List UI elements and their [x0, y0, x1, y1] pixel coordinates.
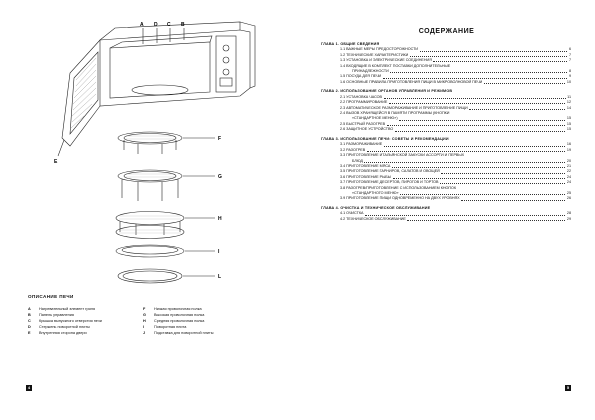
toc-entry-multiline [321, 153, 571, 164]
part-letter-i: I [218, 249, 220, 255]
toc-entry-text: 2.2 ПРОГРАММИРОВАНИЕ [340, 100, 388, 105]
legend-key: E [28, 331, 31, 336]
toc-dot-leader [383, 78, 568, 79]
legend-column-1 [28, 306, 102, 336]
legend-text: Низкая проволочная полка [154, 307, 202, 311]
toc-entry-text: 2.1 УСТАНОВКА ЧАСОВ [340, 94, 382, 99]
legend-key: C [28, 319, 31, 324]
toc-dot-leader [365, 215, 565, 216]
toc-title: СОДЕРЖАНИЕ [418, 28, 475, 35]
toc-dot-leader [469, 109, 565, 110]
toc-entry-page: 11 [567, 94, 571, 99]
toc-dot-leader [420, 51, 568, 52]
toc-dot-leader [484, 83, 566, 84]
right-page [298, 0, 595, 420]
table-of-contents [321, 42, 571, 222]
legend-item [143, 330, 214, 336]
toc-chapter-title: ГЛАВА 3. ИСПОЛЬЗОВАНИЕ ПЕЧИ: СОВЕТЫ И РЕКОМЕНДАЦИИ [321, 136, 449, 141]
toc-dot-leader [390, 72, 567, 73]
toc-entry-page: 20 [566, 158, 571, 163]
toc-dot-leader [440, 183, 565, 184]
toc-dot-leader [461, 200, 565, 201]
toc-entry-text: 3.8 РАЗОГРЕВ/ПРИГОТОВЛЕНИЕ С ИСПОЛЬЗОВАНИЕМ КНОПОК [340, 185, 457, 190]
toc-dot-leader [410, 56, 568, 57]
toc-entry-text: «СТАНДАРТНОЕ МЕНЮ») [352, 116, 398, 121]
legend-key: H [143, 319, 146, 324]
toc-entry-text: «СТАНДАРТНОГО МЕНЮ» [352, 190, 399, 195]
legend-key: F [143, 307, 146, 311]
legend-item [28, 330, 102, 336]
toc-entry-text: 3.9 ПРИГОТОВЛЕНИЕ ПИЩИ ОДНОВРЕМЕННО НА ДВУХ УРОВНЯХ [340, 196, 460, 201]
part-letter-h: H [218, 216, 222, 222]
toc-chapter-title: ГЛАВА 1. ОБЩИЕ СВЕДЕНИЯ [321, 42, 380, 46]
legend-text: Панель управления [39, 313, 74, 318]
toc-dot-leader [389, 103, 566, 104]
toc-entry-page: 15 [566, 127, 571, 132]
toc-entry-page: 19 [566, 147, 571, 152]
inner-turntable [132, 85, 188, 95]
toc-entry [321, 80, 571, 85]
toc-dot-leader [433, 61, 567, 62]
toc-entry-page: 9 [568, 74, 571, 79]
part-letter-a: A [140, 22, 144, 28]
oven-side [240, 22, 255, 88]
toc-entry-text: 1.5 ПОСУДА ДЛЯ ПЕЧИ [340, 74, 382, 79]
toc-entry-text: 1.4 ВХОДЯЩИЕ В КОМПЛЕКТ ПОСТАВКИ ДОПОЛНИТЕЛЬНЫЕ [340, 63, 451, 68]
toc-entry-text: 1.2 ТЕХНИЧЕСКИЕ ХАРАКТЕРИСТИКИ [340, 52, 409, 57]
toc-dot-leader [387, 125, 566, 126]
legend-text: Нагревательный элемент гриля [39, 307, 96, 311]
toc-entry-multiline [321, 111, 571, 122]
toc-entry-text: 3.7 ПРИГОТОВЛЕНИЕ ДЕСЕРТОВ, ПИРОГОВ И ТОРТОВ [340, 180, 439, 185]
toc-entry-page: 8 [568, 69, 571, 74]
legend-text: Стержень поворотной плиты [39, 325, 90, 330]
toc-entry-page: 7 [568, 58, 571, 63]
toc-entry-text: 1.3 УСТАНОВКА И ЭЛЕКТРИЧЕСКИЕ СОЕДИНЕНИЯ [340, 58, 432, 63]
part-letter-g: G [218, 174, 222, 180]
toc-dot-leader [441, 173, 565, 174]
toc-entry-multiline [321, 186, 571, 197]
toc-dot-leader [399, 120, 565, 121]
toc-entry [321, 127, 571, 132]
toc-entry-text: 4.1 ОЧИСТКА [340, 211, 364, 216]
toc-entry-page: 10 [566, 79, 571, 84]
toc-entry [321, 196, 571, 201]
page-number-right: 5 [566, 385, 570, 390]
toc-entry-text: 3.4 ПРИГОТОВЛЕНИЕ МЯСА [340, 163, 391, 168]
toc-entry-page: 14 [566, 105, 571, 110]
legend-text: Подставка для поворотной плиты [154, 331, 214, 336]
left-page [0, 0, 297, 420]
toc-chapter-title: ГЛАВА 4. ОЧИСТКА И ТЕХНИЧЕСКОЕ ОБСЛУЖИВАНИЕ [321, 205, 431, 210]
toc-entry-text: 3.5 ПРИГОТОВЛЕНИЕ ГАРНИРОВ, САЛАТОВ И ОВОЩЕЙ [340, 169, 440, 174]
legend-text: Внутренняя сторона двери [39, 331, 87, 336]
toc-entry-page: 6 [568, 47, 571, 52]
description-title: ОПИСАНИЕ ПЕЧИ [28, 294, 74, 299]
legend-text: Крышка выпускного отверстия печи [39, 319, 102, 324]
legend-key: J [143, 331, 146, 336]
toc-entry-text: 2.5 БЫСТРЫЙ РАЗОГРЕВ [340, 121, 386, 126]
toc-entry-page: 15 [566, 116, 571, 121]
oven-cavity [110, 42, 210, 98]
toc-entry-text: 2.3 АВТОМАТИЧЕСКОЕ РАЗМОРАЖИВАНИЕ И ПРИГОТОВЛЕНИЕ ПИЩИ [340, 105, 468, 110]
toc-dot-leader [384, 146, 566, 147]
part-letter-e: E [54, 159, 58, 165]
legend-key: G [143, 313, 146, 318]
toc-entry-page: 28 [566, 211, 571, 216]
toc-entry-text: 3.3 ПРИГОТОВЛЕНИЕ ИТАЛЬЯНСКОЙ ЗАКУСКИ АССОРТИ И ПЕРВЫХ [340, 153, 465, 158]
toc-entry-text: 3.6 ПРИГОТОВЛЕНИЕ РЫБЫ [340, 174, 392, 179]
toc-entry-page: 24 [566, 174, 571, 179]
toc-entry-page: 26 [566, 196, 571, 201]
part-letter-l: L [218, 274, 222, 280]
toc-dot-leader [392, 167, 565, 168]
toc-entry-text: 1.1 ВАЖНЫЕ МЕРЫ ПРЕДОСТОРОЖНОСТИ [340, 47, 419, 52]
turntable [116, 245, 184, 257]
part-letter-c: C [167, 22, 171, 28]
control-panel [216, 36, 236, 92]
toc-entry-text: ПРИНАДЛЕЖНОСТИ [352, 69, 389, 74]
toc-entry-text: 3.1 РАЗМОРАЖИВАНИЕ [340, 142, 383, 147]
legend-key: D [28, 325, 31, 330]
oven-body [100, 30, 250, 106]
toc-dot-leader [364, 162, 565, 163]
toc-entry-page: 16 [566, 142, 571, 147]
part-letter-f: F [218, 136, 222, 142]
part-letter-b: B [181, 22, 185, 28]
page-number-left: 4 [27, 385, 31, 390]
middle-rack [116, 212, 184, 225]
toc-dot-leader [367, 151, 566, 152]
legend-text: Поворотная плита [154, 325, 187, 330]
toc-entry-text: БЛЮД [352, 158, 363, 163]
toc-dot-leader [395, 131, 566, 132]
toc-entry-text: 3.2 РАЗОГРЕВ [340, 147, 366, 152]
legend-key: B [28, 313, 31, 318]
toc-entry-multiline [321, 64, 571, 75]
toc-entry-page: 12 [566, 100, 571, 105]
microwave-diagram-svg [40, 18, 270, 293]
legend-column-2 [143, 306, 214, 336]
microwave-diagram [40, 18, 270, 293]
toc-chapter-title: ГЛАВА 2. ИСПОЛЬЗОВАНИЕ ОРГАНОВ УПРАВЛЕНИЯ И РЕЖИМОВ [321, 89, 453, 94]
legend-text: Высокая проволочная полка [154, 313, 205, 318]
legend-key: I [143, 325, 145, 330]
toc-entry-page: 22 [566, 169, 571, 174]
toc-entry-text: 2.4 ВЫЗОВ ХРАНЯЩЕЙСЯ В ПАМЯТИ ПРОГРАММЫ (КНОПКИ [340, 111, 450, 116]
toc-dot-leader [400, 194, 565, 195]
legend-key: A [28, 307, 31, 311]
toc-entry-text: 2.6 ЗАЩИТНОЕ УСТРОЙСТВО [340, 127, 394, 132]
toc-entry-page: 7 [568, 52, 571, 57]
legend-text: Средняя проволочная полка [154, 319, 205, 324]
toc-entry-page: 15 [566, 121, 571, 126]
toc-dot-leader [384, 98, 566, 99]
part-letter-d: D [154, 22, 158, 28]
toc-dot-leader [393, 178, 566, 179]
toc-entry [321, 217, 571, 222]
toc-entry-page: 29 [566, 216, 571, 221]
toc-entry-page: 21 [566, 163, 571, 168]
toc-dot-leader [407, 220, 565, 221]
toc-entry-page: 25 [566, 190, 571, 195]
toc-entry-text: 1.6 ОСНОВНЫЕ ПРАВИЛА ПРИГОТОВЛЕНИЯ ПИЩИ В МИКРОВОЛНОВОЙ ПЕЧИ [340, 79, 483, 84]
toc-entry-text: 4.2 ТЕХНИЧЕСКОЕ ОБСЛУЖИВАНИЕ [340, 216, 406, 221]
toc-entry-page: 24 [566, 180, 571, 185]
